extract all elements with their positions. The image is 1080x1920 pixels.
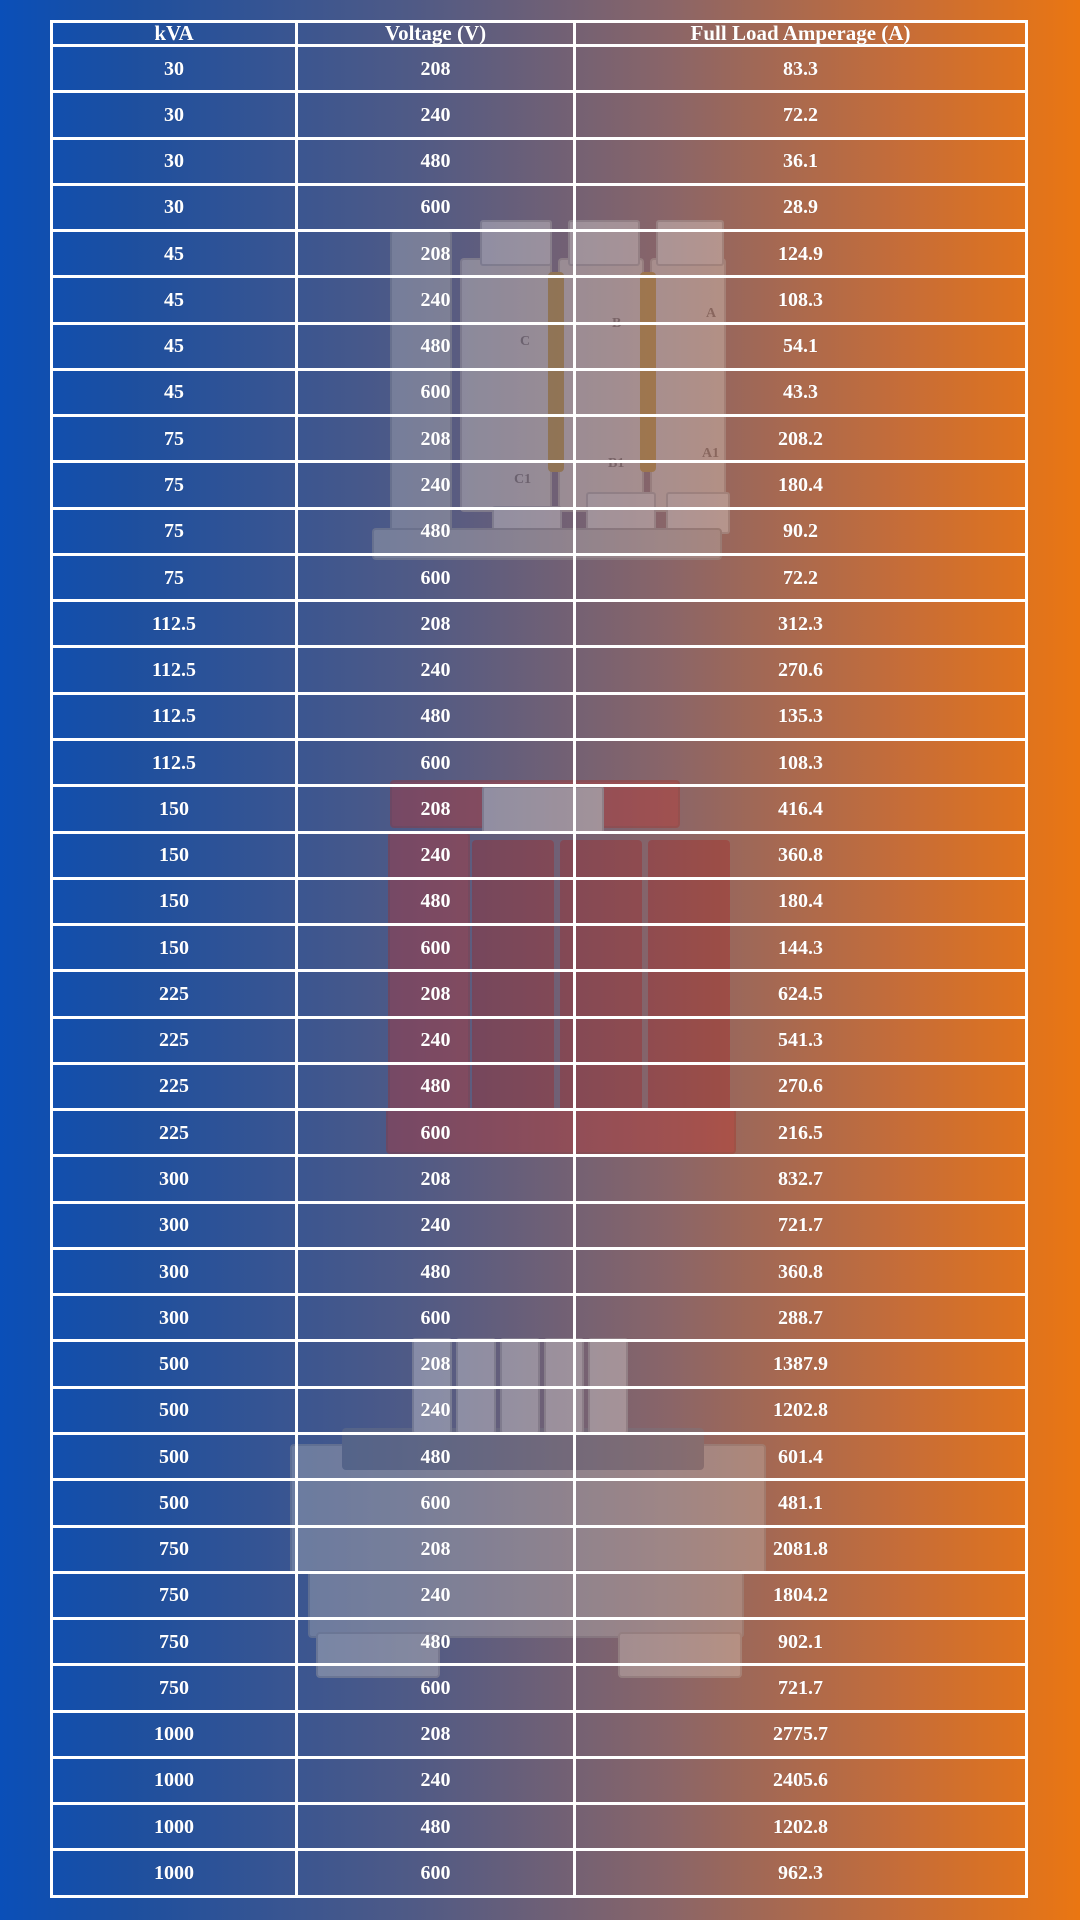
cell-voltage: 240 — [297, 1572, 575, 1618]
cell-full-load-amperage: 43.3 — [575, 369, 1027, 415]
cell-full-load-amperage: 624.5 — [575, 971, 1027, 1017]
table-row — [52, 184, 1027, 230]
cell-voltage: 600 — [297, 1110, 575, 1156]
cell-voltage: 600 — [297, 184, 575, 230]
table-row — [52, 1804, 1027, 1850]
cell-full-load-amperage: 180.4 — [575, 462, 1027, 508]
cell-full-load-amperage: 72.2 — [575, 554, 1027, 600]
table-row — [52, 416, 1027, 462]
table-row — [52, 1665, 1027, 1711]
cell-full-load-amperage: 360.8 — [575, 1248, 1027, 1294]
cell-kva: 75 — [52, 554, 297, 600]
table-row — [52, 231, 1027, 277]
cell-kva: 150 — [52, 832, 297, 878]
table-row — [52, 693, 1027, 739]
cell-full-load-amperage: 902.1 — [575, 1619, 1027, 1665]
table-row — [52, 832, 1027, 878]
cell-voltage: 240 — [297, 462, 575, 508]
cell-kva: 1000 — [52, 1711, 297, 1757]
cell-full-load-amperage: 270.6 — [575, 1063, 1027, 1109]
table-row — [52, 1248, 1027, 1294]
cell-full-load-amperage: 216.5 — [575, 1110, 1027, 1156]
cell-kva: 300 — [52, 1248, 297, 1294]
cell-full-load-amperage: 2405.6 — [575, 1757, 1027, 1803]
cell-kva: 112.5 — [52, 693, 297, 739]
cell-voltage: 208 — [297, 416, 575, 462]
cell-full-load-amperage: 270.6 — [575, 647, 1027, 693]
table-row — [52, 462, 1027, 508]
cell-kva: 30 — [52, 92, 297, 138]
cell-kva: 75 — [52, 462, 297, 508]
cell-kva: 225 — [52, 1063, 297, 1109]
cell-full-load-amperage: 541.3 — [575, 1017, 1027, 1063]
cell-voltage: 480 — [297, 138, 575, 184]
coil-label-a1: A1 — [702, 446, 720, 461]
cell-full-load-amperage: 208.2 — [575, 416, 1027, 462]
cell-voltage: 480 — [297, 1433, 575, 1479]
cell-kva: 300 — [52, 1295, 297, 1341]
cell-kva: 45 — [52, 369, 297, 415]
coil-label-b1: B1 — [608, 456, 625, 471]
cell-voltage: 600 — [297, 554, 575, 600]
cell-full-load-amperage: 108.3 — [575, 277, 1027, 323]
cell-voltage: 208 — [297, 601, 575, 647]
cell-kva: 75 — [52, 508, 297, 554]
cell-kva: 300 — [52, 1156, 297, 1202]
table-row — [52, 1850, 1027, 1897]
table-row — [52, 1295, 1027, 1341]
cell-voltage: 208 — [297, 1341, 575, 1387]
table-row — [52, 1757, 1027, 1803]
table-row — [52, 1387, 1027, 1433]
cell-full-load-amperage: 721.7 — [575, 1202, 1027, 1248]
cell-full-load-amperage: 144.3 — [575, 925, 1027, 971]
table-row — [52, 1202, 1027, 1248]
table-row — [52, 554, 1027, 600]
table-row — [52, 323, 1027, 369]
table-row — [52, 46, 1027, 92]
coil-label-c: C — [520, 334, 531, 349]
table-row — [52, 1572, 1027, 1618]
cell-voltage: 240 — [297, 1017, 575, 1063]
table-row — [52, 971, 1027, 1017]
cell-voltage: 480 — [297, 1804, 575, 1850]
cell-voltage: 600 — [297, 1480, 575, 1526]
header-voltage: Voltage (V) — [297, 22, 575, 46]
cell-voltage: 208 — [297, 231, 575, 277]
table-row — [52, 1063, 1027, 1109]
table-row — [52, 647, 1027, 693]
cell-full-load-amperage: 312.3 — [575, 601, 1027, 647]
cell-voltage: 600 — [297, 1665, 575, 1711]
cell-voltage: 600 — [297, 1295, 575, 1341]
cell-kva: 500 — [52, 1387, 297, 1433]
cell-full-load-amperage: 124.9 — [575, 231, 1027, 277]
table-row — [52, 1433, 1027, 1479]
cell-voltage: 240 — [297, 1202, 575, 1248]
cell-full-load-amperage: 288.7 — [575, 1295, 1027, 1341]
cell-voltage: 240 — [297, 1757, 575, 1803]
coil-label-c1: C1 — [514, 472, 532, 487]
cell-kva: 750 — [52, 1526, 297, 1572]
table-row — [52, 1110, 1027, 1156]
cell-kva: 45 — [52, 323, 297, 369]
cell-full-load-amperage: 2081.8 — [575, 1526, 1027, 1572]
cell-full-load-amperage: 416.4 — [575, 786, 1027, 832]
cell-full-load-amperage: 83.3 — [575, 46, 1027, 92]
cell-voltage: 240 — [297, 832, 575, 878]
cell-voltage: 480 — [297, 1619, 575, 1665]
cell-full-load-amperage: 28.9 — [575, 184, 1027, 230]
cell-voltage: 480 — [297, 693, 575, 739]
table-row — [52, 92, 1027, 138]
cell-kva: 750 — [52, 1665, 297, 1711]
cell-voltage: 240 — [297, 647, 575, 693]
cell-kva: 225 — [52, 1017, 297, 1063]
cell-voltage: 480 — [297, 508, 575, 554]
cell-kva: 150 — [52, 786, 297, 832]
table-row — [52, 369, 1027, 415]
cell-full-load-amperage: 481.1 — [575, 1480, 1027, 1526]
table-header-row — [52, 22, 1027, 46]
cell-kva: 225 — [52, 1110, 297, 1156]
cell-voltage: 208 — [297, 1526, 575, 1572]
table-row — [52, 1480, 1027, 1526]
cell-voltage: 208 — [297, 971, 575, 1017]
cell-full-load-amperage: 360.8 — [575, 832, 1027, 878]
cell-kva: 30 — [52, 46, 297, 92]
cell-full-load-amperage: 1202.8 — [575, 1387, 1027, 1433]
coil-label-a: A — [706, 306, 717, 321]
cell-kva: 750 — [52, 1619, 297, 1665]
cell-voltage: 240 — [297, 1387, 575, 1433]
header-full-load-amperage: Full Load Amperage (A) — [575, 22, 1027, 46]
table-row — [52, 1619, 1027, 1665]
cell-kva: 150 — [52, 925, 297, 971]
cell-full-load-amperage: 1202.8 — [575, 1804, 1027, 1850]
table-row — [52, 1017, 1027, 1063]
cell-voltage: 600 — [297, 739, 575, 785]
cell-kva: 500 — [52, 1341, 297, 1387]
cell-kva: 45 — [52, 277, 297, 323]
cell-full-load-amperage: 1387.9 — [575, 1341, 1027, 1387]
cell-voltage: 208 — [297, 1711, 575, 1757]
cell-kva: 1000 — [52, 1804, 297, 1850]
cell-voltage: 480 — [297, 878, 575, 924]
cell-kva: 1000 — [52, 1757, 297, 1803]
cell-full-load-amperage: 962.3 — [575, 1850, 1027, 1897]
cell-full-load-amperage: 108.3 — [575, 739, 1027, 785]
cell-voltage: 480 — [297, 323, 575, 369]
table-row — [52, 1156, 1027, 1202]
cell-voltage: 208 — [297, 1156, 575, 1202]
cell-full-load-amperage: 832.7 — [575, 1156, 1027, 1202]
table-row — [52, 786, 1027, 832]
cell-voltage: 480 — [297, 1248, 575, 1294]
cell-full-load-amperage: 601.4 — [575, 1433, 1027, 1479]
cell-kva: 1000 — [52, 1850, 297, 1897]
table-row — [52, 925, 1027, 971]
cell-full-load-amperage: 2775.7 — [575, 1711, 1027, 1757]
table-row — [52, 739, 1027, 785]
cell-kva: 150 — [52, 878, 297, 924]
table-row — [52, 1341, 1027, 1387]
cell-kva: 30 — [52, 184, 297, 230]
cell-voltage: 208 — [297, 786, 575, 832]
cell-full-load-amperage: 90.2 — [575, 508, 1027, 554]
cell-voltage: 240 — [297, 92, 575, 138]
cell-voltage: 240 — [297, 277, 575, 323]
cell-kva: 300 — [52, 1202, 297, 1248]
table-row — [52, 508, 1027, 554]
cell-voltage: 600 — [297, 369, 575, 415]
cell-kva: 112.5 — [52, 647, 297, 693]
cell-voltage: 600 — [297, 1850, 575, 1897]
cell-voltage: 208 — [297, 46, 575, 92]
header-kva: kVA — [52, 22, 297, 46]
table-row — [52, 1711, 1027, 1757]
table-row — [52, 601, 1027, 647]
cell-kva: 500 — [52, 1480, 297, 1526]
table-row — [52, 277, 1027, 323]
cell-full-load-amperage: 36.1 — [575, 138, 1027, 184]
cell-voltage: 480 — [297, 1063, 575, 1109]
cell-full-load-amperage: 135.3 — [575, 693, 1027, 739]
cell-voltage: 600 — [297, 925, 575, 971]
cell-full-load-amperage: 54.1 — [575, 323, 1027, 369]
amperage-table-container — [50, 20, 1028, 1898]
table-row — [52, 1526, 1027, 1572]
cell-kva: 500 — [52, 1433, 297, 1479]
cell-kva: 30 — [52, 138, 297, 184]
cell-full-load-amperage: 72.2 — [575, 92, 1027, 138]
cell-kva: 45 — [52, 231, 297, 277]
coil-label-b: B — [612, 316, 622, 331]
cell-kva: 75 — [52, 416, 297, 462]
table-body — [52, 46, 1027, 1897]
full-load-amperage-table — [50, 20, 1028, 1898]
cell-kva: 112.5 — [52, 739, 297, 785]
cell-full-load-amperage: 721.7 — [575, 1665, 1027, 1711]
cell-full-load-amperage: 1804.2 — [575, 1572, 1027, 1618]
table-row — [52, 878, 1027, 924]
cell-full-load-amperage: 180.4 — [575, 878, 1027, 924]
cell-kva: 750 — [52, 1572, 297, 1618]
cell-kva: 112.5 — [52, 601, 297, 647]
cell-kva: 225 — [52, 971, 297, 1017]
table-row — [52, 138, 1027, 184]
